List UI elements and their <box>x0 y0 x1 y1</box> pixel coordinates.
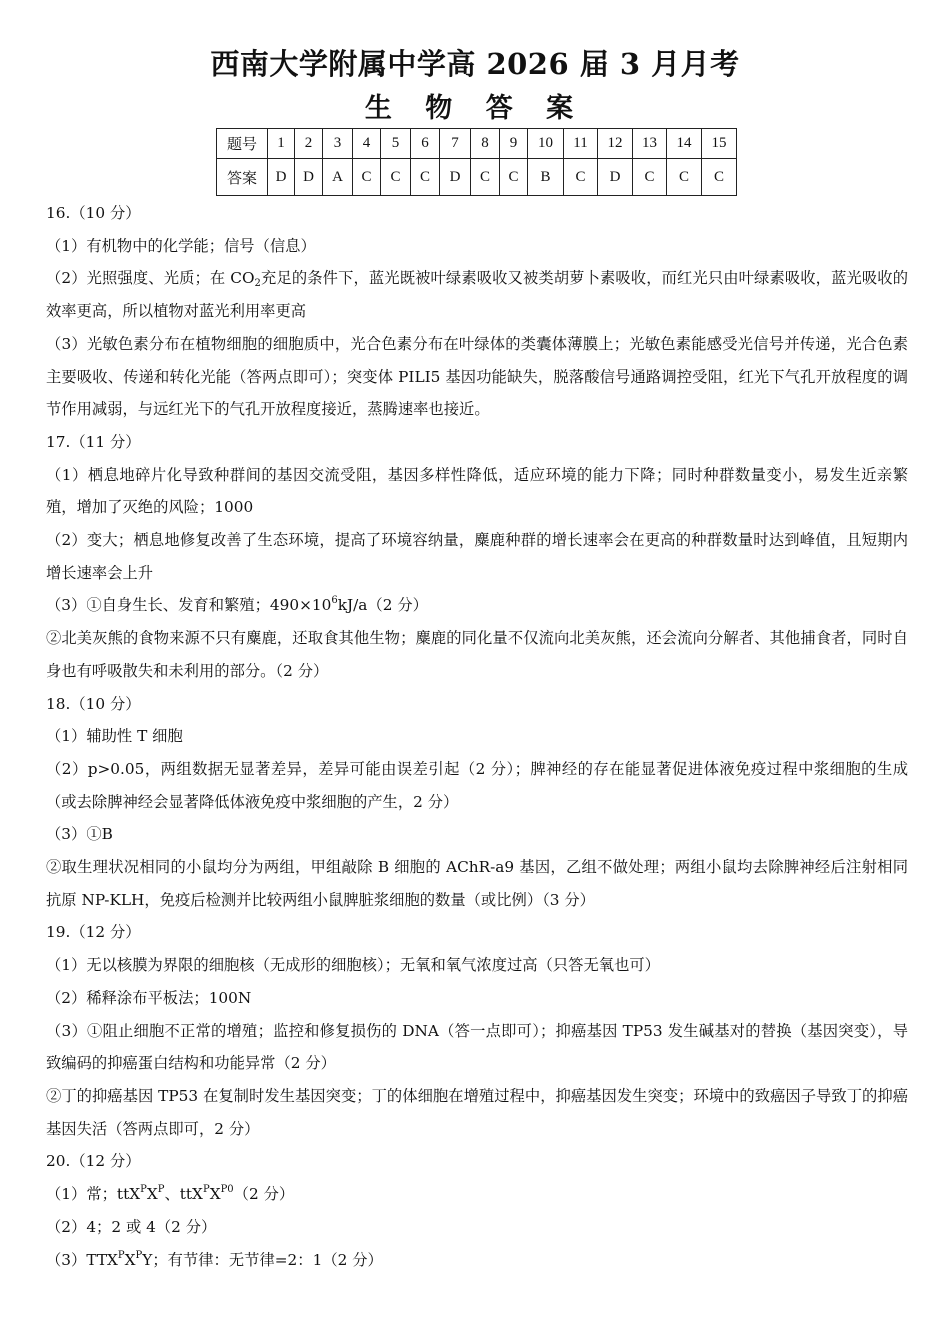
answer-content <box>46 197 908 1276</box>
question-number-cell: 9 <box>500 129 528 159</box>
q18-part1: （1）辅助性 T 细胞 <box>46 727 183 746</box>
question-number-cell: 8 <box>471 129 500 159</box>
answer-cell: C <box>471 159 500 196</box>
question-number-cell: 1 <box>268 129 295 159</box>
question-number-cell: 5 <box>381 129 411 159</box>
q20-heading: 20.（12 分） <box>46 1152 141 1171</box>
question-number-cell: 13 <box>633 129 667 159</box>
answer-cell: B <box>528 159 564 196</box>
number-row-label: 题号 <box>217 129 268 159</box>
q18-heading: 18.（10 分） <box>46 694 141 713</box>
answer-table-answer-row <box>217 159 737 196</box>
q17-part1: （1）栖息地碎片化导致种群间的基因交流受阻，基因多样性降低，适应环境的能力下降；同时种群数量变小，易发生近亲繁殖，增加了灭绝的风险；1000 <box>46 465 908 517</box>
question-number-cell: 15 <box>702 129 737 159</box>
q19-part1: （1）无以核膜为界限的细胞核（无成形的细胞核）；无氧和氧气浓度过高（只答无氧也可） <box>46 956 660 975</box>
answer-table <box>216 128 737 196</box>
question-number-cell: 12 <box>598 129 633 159</box>
answer-cell: C <box>353 159 381 196</box>
q19-part4: ②丁的抑癌基因 TP53 在复制时发生基因突变；丁的体细胞在增殖过程中，抑癌基因发生突变；环境中的致癌因子导致丁的抑癌基因失活（答两点即可，2 分） <box>46 1086 908 1138</box>
answer-cell: C <box>667 159 702 196</box>
question-number-cell: 11 <box>564 129 598 159</box>
page-title: 西南大学附属中学高 2026 届 3 月月考 <box>210 47 740 81</box>
q18-part2: （2）p>0.05，两组数据无显著差异，差异可能由误差引起（2 分）；脾神经的存在能显著促进体液免疫过程中浆细胞的生成（或去除脾神经会显著降低体液免疫中浆细胞的产生，2 分） <box>46 759 908 811</box>
q20-part1: （1）常；$ttX^PX^P$、$ttX^PX^{P0}(2$ 分） <box>46 1184 295 1204</box>
page-subtitle: 生 物 答 案 <box>364 93 586 124</box>
question-number-cell: 7 <box>440 129 471 159</box>
answer-cell: C <box>702 159 737 196</box>
q16-part3: （3）光敏色素分布在植物细胞的细胞质中，光合色素分布在叶绿体的类囊体薄膜上；光敏色素能感受光信号并传递，光合色素主要吸收、传递和转化光能（答两点即可）；突变体 PILI5 基因功能缺失，脱落酸信号通路调控受阻，红光下气孔开放程度的调节作用减弱，与远红光下的气孔开放程度接近，蒸腾速率也接近。 <box>46 334 908 419</box>
answer-cell: D <box>440 159 471 196</box>
q16-part2: （2）光照强度、光质；在 $CO_2$充足的条件下，蓝光既被叶绿素吸收又被类胡萝卜素吸收，而红光只由叶绿素吸收，蓝光吸收的效率更高，所以植物对蓝光利用率更高 <box>46 269 908 321</box>
q16-heading: 16.（10 分） <box>46 204 141 222</box>
question-number-cell: 14 <box>667 129 702 159</box>
q17-part3: （3）①自身生长、发育和繁殖；$490\times 10^6kJ/a(2$ 分） <box>46 595 428 615</box>
question-number-cell: 10 <box>528 129 564 159</box>
question-number-cell: 3 <box>323 129 353 159</box>
question-number-cell: 2 <box>295 129 323 159</box>
q20-part2: （2）4；2 或 4（2 分） <box>46 1217 217 1236</box>
answer-cell: D <box>268 159 295 196</box>
answer-cell: C <box>500 159 528 196</box>
answer-cell: A <box>323 159 353 196</box>
q17-part2: （2）变大；栖息地修复改善了生态环境，提高了环境容纳量，麋鹿种群的增长速率会在更高的种群数量时达到峰值，且短期内增长速率会上升 <box>46 531 908 582</box>
q18-part3: （3）①B <box>46 825 113 844</box>
answer-cell: C <box>633 159 667 196</box>
question-number-cell: 4 <box>353 129 381 159</box>
question-number-cell: 6 <box>411 129 440 159</box>
q18-part4: ②取生理状况相同的小鼠均分为两组，甲组敲除 B 细胞的 AChR-a9 基因，乙组不做处理；两组小鼠均去除脾神经后注射相同抗原 NP-KLH，免疫后检测并比较两组小鼠脾脏浆细胞的数量（或比例）（3 分） <box>46 858 908 909</box>
q19-heading: 19.（12 分） <box>46 923 141 942</box>
q17-heading: 17.（11 分） <box>46 432 141 451</box>
answer-table-number-row <box>217 129 737 159</box>
answer-cell: C <box>411 159 440 196</box>
answer-cell: D <box>295 159 323 196</box>
q17-part4: ②北美灰熊的食物来源不只有麋鹿，还取食其他生物；麋鹿的同化量不仅流向北美灰熊，还会流向分解者、其他捕食者，同时自身也有呼吸散失和未利用的部分。（2 分） <box>46 629 908 680</box>
answer-row-label: 答案 <box>217 159 268 196</box>
q19-part2: （2）稀释涂布平板法；100N <box>46 988 252 1007</box>
q16-part1: （1）有机物中的化学能；信号（信息） <box>46 236 316 255</box>
q19-part3: （3）①阻止细胞不正常的增殖；监控和修复损伤的 DNA（答一点即可）；抑癌基因 TP53 发生碱基对的替换（基因突变），导致编码的抑癌蛋白结构和功能异常（2 分） <box>46 1021 908 1073</box>
q20-part3: $(3)TTX^PX^PY$；有节律：无节律=2：1（2 分） <box>46 1249 383 1269</box>
answer-cell: C <box>564 159 598 196</box>
answer-cell: D <box>598 159 633 196</box>
answer-cell: C <box>381 159 411 196</box>
